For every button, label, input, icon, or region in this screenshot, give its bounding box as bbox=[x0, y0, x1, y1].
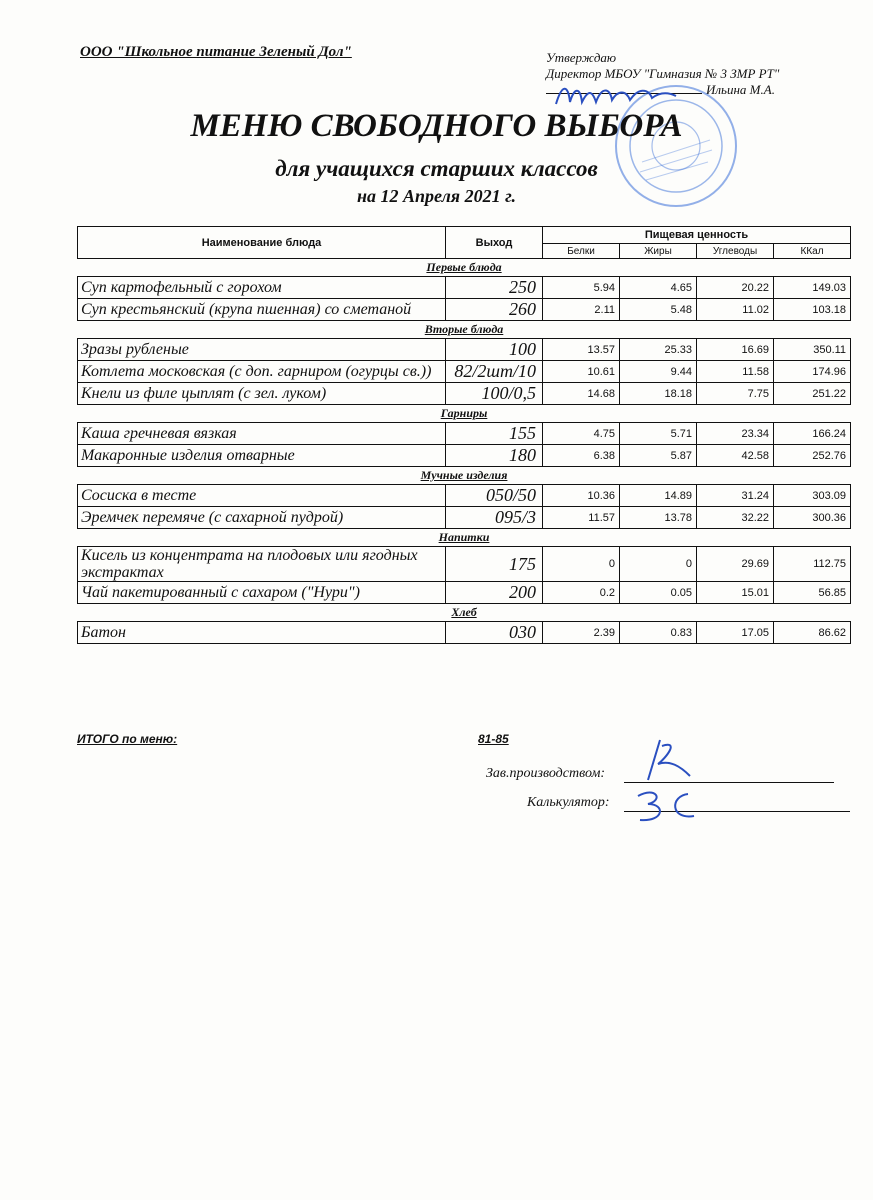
dish-kcal: 112.75 bbox=[774, 547, 851, 582]
category-row bbox=[78, 321, 851, 339]
category-row bbox=[78, 405, 851, 423]
header-fat: Жиры bbox=[620, 244, 697, 259]
dish-carbs: 15.01 bbox=[697, 582, 774, 604]
category-title: Первые блюда bbox=[78, 259, 851, 277]
dish-row bbox=[78, 383, 851, 405]
dish-row bbox=[78, 339, 851, 361]
dish-fat: 25.33 bbox=[620, 339, 697, 361]
dish-row bbox=[78, 622, 851, 644]
dish-name: Суп крестьянский (крупа пшенная) со сметаной bbox=[78, 299, 446, 321]
menu-table-body bbox=[78, 259, 851, 644]
dish-fat: 5.48 bbox=[620, 299, 697, 321]
dish-carbs: 11.02 bbox=[697, 299, 774, 321]
dish-fat: 0.05 bbox=[620, 582, 697, 604]
director-signature-icon bbox=[552, 78, 692, 110]
dish-row bbox=[78, 507, 851, 529]
dish-carbs: 23.34 bbox=[697, 423, 774, 445]
dish-name: Чай пакетированный с сахаром ("Нури") bbox=[78, 582, 446, 604]
calculator-signature-icon bbox=[630, 786, 710, 826]
dish-name: Котлета московская (с доп. гарниром (огурцы св.)) bbox=[78, 361, 446, 383]
dish-name: Суп картофельный с горохом bbox=[78, 277, 446, 299]
dish-yield: 100/0,5 bbox=[446, 383, 543, 405]
dish-carbs: 32.22 bbox=[697, 507, 774, 529]
dish-kcal: 252.76 bbox=[774, 445, 851, 467]
dish-protein: 13.57 bbox=[543, 339, 620, 361]
dish-fat: 0.83 bbox=[620, 622, 697, 644]
dish-kcal: 303.09 bbox=[774, 485, 851, 507]
menu-table bbox=[77, 226, 851, 644]
dish-name: Зразы рубленые bbox=[78, 339, 446, 361]
dish-name: Сосиска в тесте bbox=[78, 485, 446, 507]
total-label: ИТОГО по меню: bbox=[77, 732, 178, 746]
dish-name: Макаронные изделия отварные bbox=[78, 445, 446, 467]
dish-kcal: 166.24 bbox=[774, 423, 851, 445]
dish-row bbox=[78, 445, 851, 467]
header-kcal: ККал bbox=[774, 244, 851, 259]
header-yield: Выход bbox=[446, 227, 543, 259]
dish-yield: 155 bbox=[446, 423, 543, 445]
dish-row bbox=[78, 277, 851, 299]
dish-carbs: 7.75 bbox=[697, 383, 774, 405]
category-title: Вторые блюда bbox=[78, 321, 851, 339]
dish-kcal: 174.96 bbox=[774, 361, 851, 383]
dish-name: Кнели из филе цыплят (с зел. луком) bbox=[78, 383, 446, 405]
header-nutrition: Пищевая ценность bbox=[543, 227, 851, 244]
dish-yield: 250 bbox=[446, 277, 543, 299]
category-row bbox=[78, 467, 851, 485]
category-title: Напитки bbox=[78, 529, 851, 547]
category-row bbox=[78, 529, 851, 547]
dish-protein: 0.2 bbox=[543, 582, 620, 604]
dish-name: Кисель из концентрата на плодовых или ягодных экстрактах bbox=[78, 547, 446, 582]
header-dish-name: Наименование блюда bbox=[78, 227, 446, 259]
dish-yield: 200 bbox=[446, 582, 543, 604]
menu-date: на 12 Апреля 2021 г. bbox=[357, 186, 516, 206]
dish-protein: 2.39 bbox=[543, 622, 620, 644]
category-row bbox=[78, 259, 851, 277]
organization-name: ООО "Школьное питание Зеленый Дол" bbox=[80, 44, 352, 60]
category-title: Хлеб bbox=[78, 604, 851, 622]
dish-kcal: 149.03 bbox=[774, 277, 851, 299]
dish-fat: 0 bbox=[620, 547, 697, 582]
dish-carbs: 29.69 bbox=[697, 547, 774, 582]
approval-position: Директор МБОУ "Гимназия № 3 ЗМР РТ" bbox=[546, 66, 780, 81]
dish-protein: 4.75 bbox=[543, 423, 620, 445]
dish-row bbox=[78, 361, 851, 383]
dish-row bbox=[78, 485, 851, 507]
dish-carbs: 31.24 bbox=[697, 485, 774, 507]
dish-yield: 82/2шт/10 bbox=[446, 361, 543, 383]
dish-fat: 18.18 bbox=[620, 383, 697, 405]
category-title: Мучные изделия bbox=[78, 467, 851, 485]
dish-row bbox=[78, 423, 851, 445]
dish-name: Каша гречневая вязкая bbox=[78, 423, 446, 445]
dish-yield: 050/50 bbox=[446, 485, 543, 507]
dish-row bbox=[78, 582, 851, 604]
page-subtitle: для учащихся старших классов bbox=[275, 156, 598, 181]
approval-name: Ильина М.А. bbox=[706, 82, 775, 97]
dish-carbs: 11.58 bbox=[697, 361, 774, 383]
dish-kcal: 86.62 bbox=[774, 622, 851, 644]
dish-yield: 095/3 bbox=[446, 507, 543, 529]
dish-protein: 6.38 bbox=[543, 445, 620, 467]
dish-kcal: 56.85 bbox=[774, 582, 851, 604]
dish-row bbox=[78, 299, 851, 321]
dish-carbs: 42.58 bbox=[697, 445, 774, 467]
dish-row bbox=[78, 547, 851, 582]
dish-protein: 11.57 bbox=[543, 507, 620, 529]
dish-yield: 030 bbox=[446, 622, 543, 644]
dish-name: Батон bbox=[78, 622, 446, 644]
dish-yield: 260 bbox=[446, 299, 543, 321]
dish-yield: 175 bbox=[446, 547, 543, 582]
dish-carbs: 17.05 bbox=[697, 622, 774, 644]
dish-kcal: 300.36 bbox=[774, 507, 851, 529]
dish-protein: 10.36 bbox=[543, 485, 620, 507]
dish-kcal: 103.18 bbox=[774, 299, 851, 321]
dish-fat: 9.44 bbox=[620, 361, 697, 383]
production-manager-label: Зав.производством: bbox=[486, 766, 606, 781]
dish-fat: 14.89 bbox=[620, 485, 697, 507]
dish-yield: 180 bbox=[446, 445, 543, 467]
dish-kcal: 251.22 bbox=[774, 383, 851, 405]
header-carbs: Углеводы bbox=[697, 244, 774, 259]
dish-yield: 100 bbox=[446, 339, 543, 361]
dish-name: Эремчек перемяче (с сахарной пудрой) bbox=[78, 507, 446, 529]
page-title: МЕНЮ СВОБОДНОГО ВЫБОРА bbox=[190, 108, 683, 144]
dish-carbs: 16.69 bbox=[697, 339, 774, 361]
dish-protein: 2.11 bbox=[543, 299, 620, 321]
dish-protein: 0 bbox=[543, 547, 620, 582]
dish-fat: 4.65 bbox=[620, 277, 697, 299]
calculator-label: Калькулятор: bbox=[527, 795, 610, 810]
header-protein: Белки bbox=[543, 244, 620, 259]
dish-protein: 14.68 bbox=[543, 383, 620, 405]
production-signature-icon bbox=[640, 736, 700, 786]
dish-fat: 5.87 bbox=[620, 445, 697, 467]
dish-fat: 13.78 bbox=[620, 507, 697, 529]
dish-carbs: 20.22 bbox=[697, 277, 774, 299]
category-row bbox=[78, 604, 851, 622]
dish-protein: 5.94 bbox=[543, 277, 620, 299]
dish-fat: 5.71 bbox=[620, 423, 697, 445]
dish-protein: 10.61 bbox=[543, 361, 620, 383]
category-title: Гарниры bbox=[78, 405, 851, 423]
dish-kcal: 350.11 bbox=[774, 339, 851, 361]
total-value: 81-85 bbox=[478, 732, 509, 746]
approval-title: Утверждаю bbox=[546, 50, 617, 65]
